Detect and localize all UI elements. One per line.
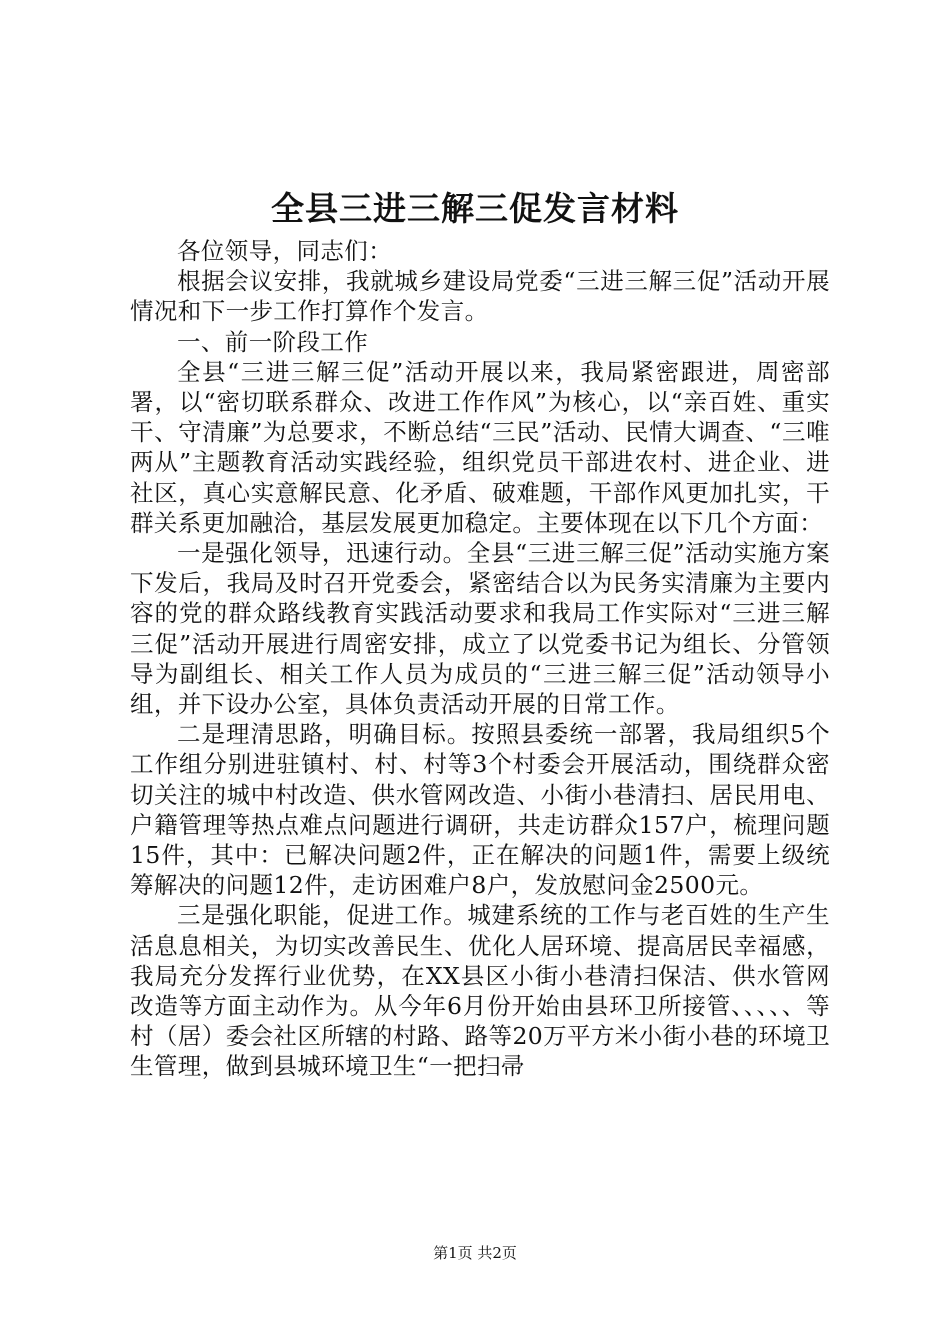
point-two-paragraph: 二是理清思路，明确目标。按照县委统一部署，我局组织5个工作组分别进驻镇村、村、村等3个村委会开展活动，围绕群众密切关注的城中村改造、供水管网改造、小街小巷清扫、居民用电、户籍管理等热点难点问题进行调研，共走访群众157户，梳理问题15件，其中：已解决问题2件，正在解决的问题1件，需要上级统筹解决的问题12件，走访困难户8户，发放慰问金2500元。 [130,720,830,900]
point-one-paragraph: 一是强化领导，迅速行动。全县“三进三解三促”活动实施方案下发后，我局及时召开党委会，紧密结合以为民务实清廉为主要内容的党的群众路线教育实践活动要求和我局工作实际对“三进三解三促”活动开展进行周密安排，成立了以党委书记为组长、分管领导为副组长、相关工作人员为成员的“三进三解三促”活动领导小组，并下设办公室，具体负责活动开展的日常工作。 [130,539,830,719]
point-three-paragraph: 三是强化职能，促进工作。城建系统的工作与老百姓的生产生活息息相关，为切实改善民生、优化人居环境、提高居民幸福感，我局充分发挥行业优势，在XX县区小街小巷清扫保洁、供水管网改造等方面主动作为。从今年6月份开始由县环卫所接管、、、、、等村（居）委会社区所辖的村路、路等20万平方米小街小巷的环境卫生管理，做到县城环境卫生“一把扫帚 [130,901,830,1081]
document-title: 全县三进三解三促发言材料 [271,189,679,228]
salutation-paragraph: 各位领导，同志们： [177,237,393,265]
overview-paragraph: 全县“三进三解三促”活动开展以来，我局紧密跟进，周密部署，以“密切联系群众、改进工作作风”为核心，以“亲百姓、重实干、守清廉”为总要求，不断总结“三民”活动、民情大调查、“三唯两从”主题教育活动实践经验，组织党员干部进农村、进企业、进社区，真心实意解民意、化矛盾、破难题，干部作风更加扎实，干群关系更加融洽，基层发展更加稳定。主要体现在以下几个方面： [130,357,830,537]
page-number-footer: 第1页 共2页 [433,1244,517,1262]
intro-paragraph: 根据会议安排，我就城乡建设局党委“三进三解三促”活动开展情况和下一步工作打算作个发言。 [130,267,830,326]
section-heading-1: 一、前一阶段工作 [177,327,369,356]
document-body [130,236,830,1082]
